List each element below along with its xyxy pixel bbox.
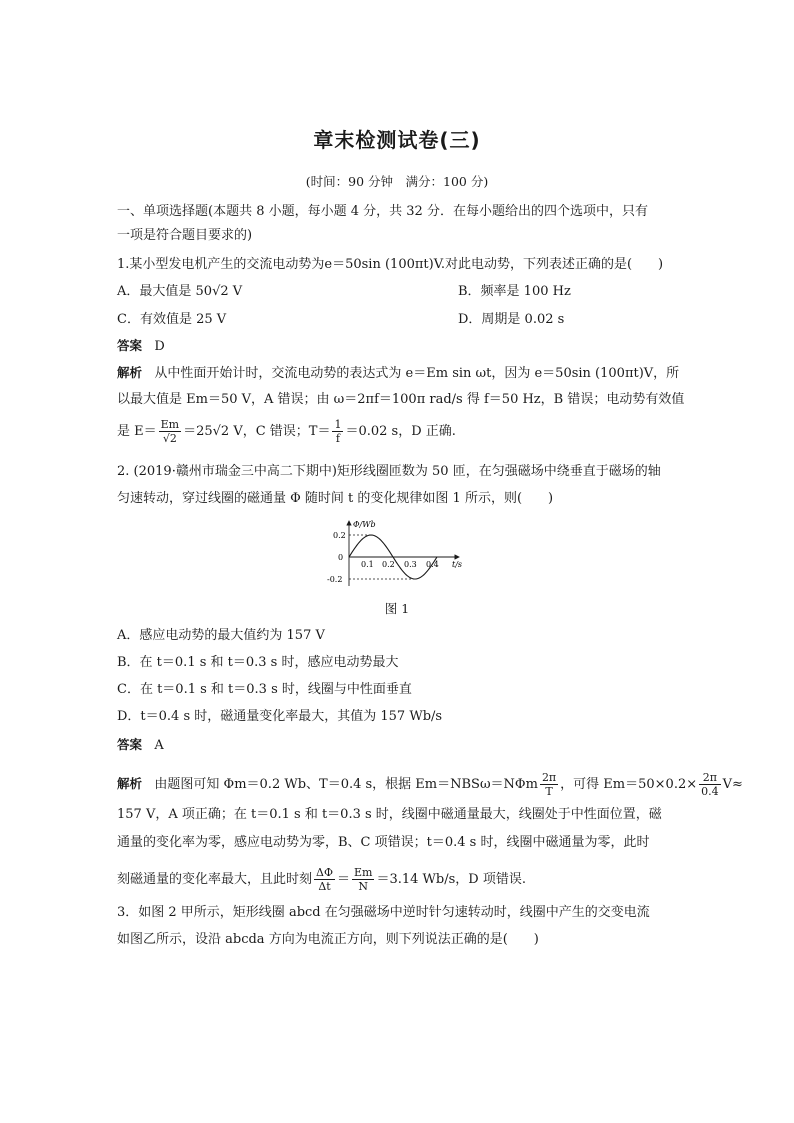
q1-analysis-text-3b: ＝25√2 V，C 错误；T＝ (183, 424, 331, 439)
q1-analysis-label: 解析 (117, 365, 143, 380)
q2-answer (117, 736, 681, 755)
q2-fraction-6-numerator: Em (354, 866, 373, 879)
q1-options-row-2 (117, 311, 681, 329)
q1-fraction-2-numerator: 1 (334, 418, 342, 431)
q1-options-row-1 (117, 283, 681, 301)
q2-fraction-5-denominator: Δt (318, 880, 331, 893)
figure-1-caption: 图 1 (384, 601, 410, 616)
q3-stem-line-2: 如图乙所示，设沿 abcda 方向为电流正方向，则下列说法正确的是( ) (117, 932, 539, 947)
q2-analysis-line-2: 157 V，A 项正确；在 t＝0.1 s 和 t＝0.3 s 时，线圈中磁通量最大，线圈处于中性面位置，磁 (117, 807, 662, 822)
q2-fraction-6-denominator: N (358, 880, 369, 893)
q1-option-c: C．有效值是 25 V (117, 312, 227, 327)
x-axis-label: t/s (452, 560, 463, 569)
x-tick-label-0-3: 0.3 (404, 560, 417, 569)
q2-fraction-2pi-over-0-4 (699, 771, 721, 798)
y-axis-label: Φ/Wb (353, 520, 376, 529)
q2-fraction-3-numerator: 2π (541, 771, 557, 784)
q2-option-d: D．t＝0.4 s 时，磁通量变化率最大，其值为 157 Wb/s (117, 709, 443, 724)
q1-answer-label: 答案 (117, 338, 143, 353)
q2-analysis-text-1a: 由题图可知 Φm＝0.2 Wb、T＝0.4 s，根据 Em＝NBSω＝NΦm (154, 777, 538, 792)
q2-fraction-3-denominator: T (545, 785, 553, 798)
q1-analysis-text-3c: ＝0.02 s，D 正确. (345, 424, 456, 439)
q2-stem-line-1: 2. (2019·赣州市瑞金三中高二下期中)矩形线圈匝数为 50 匝，在匀强磁场中绕垂直于磁场的轴 (117, 464, 661, 479)
page-title: 章末检测试卷(三) (313, 128, 481, 152)
q2-analysis-line-4 (117, 866, 681, 893)
y-tick-label-min: -0.2 (327, 575, 343, 584)
q2-analysis-line-3: 通量的变化率为零，感应电动势为零，B、C 项错误；t＝0.4 s 时，线圈中磁通量为零，此时 (117, 835, 650, 850)
q3-stem-line-1: 3．如图 2 甲所示，矩形线圈 abcd 在匀强磁场中逆时针匀速转动时，线圈中产生的交变电流 (117, 905, 650, 920)
q2-fraction-4-denominator: 0.4 (701, 785, 719, 798)
q2-analysis-text-4b: ＝ (336, 872, 350, 887)
q2-analysis-text-4a: 刻磁通量的变化率最大，且此时刻 (117, 872, 313, 887)
q1-analysis-text-1: 从中性面开始计时，交流电动势的表达式为 e＝Em sin ωt，因为 e＝50sin (100πt)V，所 (154, 366, 680, 381)
q2-answer-label: 答案 (117, 737, 143, 752)
exam-info: (时间：90 分钟 满分：100 分) (305, 174, 489, 189)
x-tick-label-0-1: 0.1 (361, 560, 374, 569)
q2-option-b: B．在 t＝0.1 s 和 t＝0.3 s 时，感应电动势最大 (117, 655, 399, 670)
q1-answer (117, 337, 681, 356)
x-tick-label-0-2: 0.2 (382, 560, 395, 569)
q2-answer-value: A (154, 738, 164, 753)
section-heading-line-2: 一项是符合题目要求的) (117, 228, 253, 243)
q2-option-c: C．在 t＝0.1 s 和 t＝0.3 s 时，线圈与中性面垂直 (117, 682, 412, 697)
q1-analysis-line-2: 以最大值是 Em＝50 V，A 错误；由 ω＝2πf＝100π rad/s 得 f＝50 Hz，B 错误；电动势有效值 (117, 392, 685, 407)
q1-fraction-2-denominator: f (335, 432, 340, 445)
q2-option-a: A．感应电动势的最大值约为 157 V (117, 628, 325, 643)
q1-analysis-line-1 (117, 364, 681, 383)
q1-analysis-line-3 (117, 418, 681, 445)
q1-fraction-1-numerator: Em (160, 418, 180, 431)
q1-option-d: D．周期是 0.02 s (458, 312, 565, 327)
y-tick-label-zero: 0 (338, 553, 344, 562)
q2-analysis-text-1b: ，可得 Em＝50×0.2× (560, 777, 698, 792)
q1-answer-value: D (154, 339, 165, 354)
q1-fraction-em-over-root2 (159, 418, 181, 445)
q2-analysis-text-1c: V≈ (722, 777, 743, 792)
q1-fraction-1-denominator: √2 (162, 432, 177, 445)
q2-analysis-text-4c: ＝3.14 Wb/s，D 项错误. (376, 872, 526, 887)
y-tick-label-max: 0.2 (333, 531, 346, 540)
q2-fraction-dphi-over-dt (314, 866, 335, 893)
section-heading-line-1: 一、单项选择题(本题共 8 小题，每小题 4 分，共 32 分．在每小题给出的四个选项中，只有 (117, 204, 648, 219)
q1-analysis-text-3a: 是 E＝ (117, 424, 157, 439)
q1-fraction-1-over-f (332, 418, 343, 445)
q2-stem-line-2: 匀速转动，穿过线圈的磁通量 Φ 随时间 t 的变化规律如图 1 所示，则( ) (117, 491, 554, 506)
q1-option-a: A．最大值是 50√2 V (117, 284, 243, 299)
q2-fraction-em-over-n (352, 866, 374, 893)
q1-stem: 1.某小型发电机产生的交流电动势为e＝50sin (100πt)V.对此电动势，下列表述正确的是( ) (117, 257, 664, 272)
x-tick-label-0-4: 0.4 (426, 560, 439, 569)
q2-fraction-4-numerator: 2π (699, 771, 721, 785)
q2-fraction-5-numerator: ΔΦ (316, 866, 333, 879)
q2-fraction-2pi-over-t (540, 771, 558, 798)
flux-time-graph (325, 518, 475, 590)
q2-analysis-label: 解析 (117, 776, 143, 791)
q1-option-b: B．频率是 100 Hz (458, 284, 571, 299)
